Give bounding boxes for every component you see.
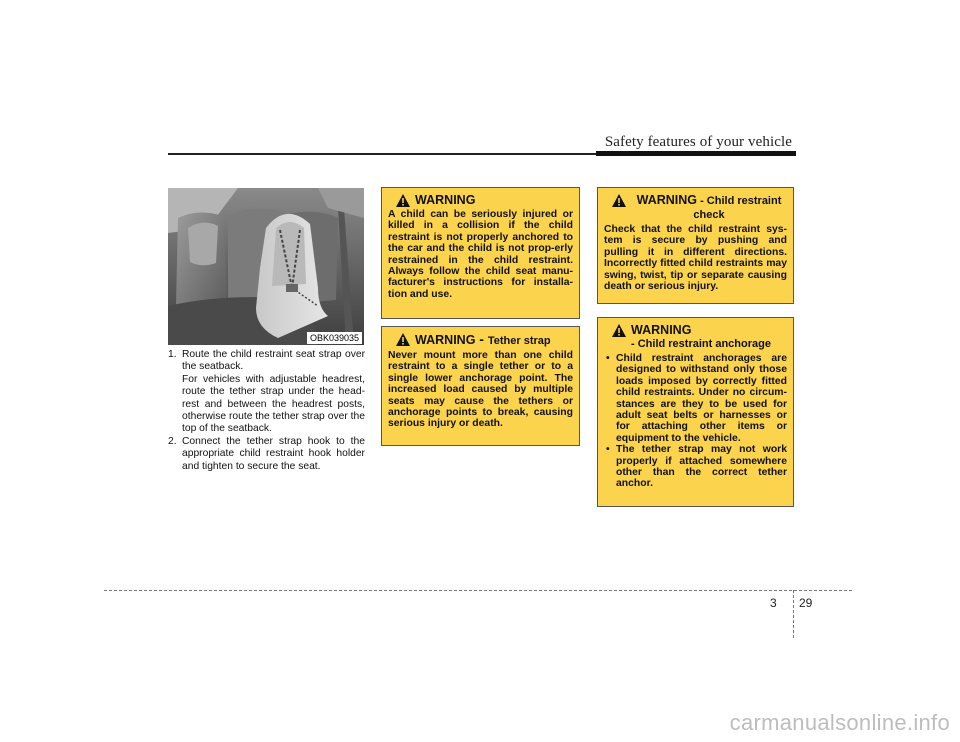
photo-code: OBK039035 bbox=[307, 332, 362, 344]
header-rule-accent bbox=[596, 151, 796, 156]
instruction-steps bbox=[168, 349, 365, 473]
warning-subtitle: Tether strap bbox=[487, 335, 551, 347]
warning-triangle-icon bbox=[612, 324, 626, 337]
warning-box-anchorage bbox=[597, 317, 794, 507]
warning-subtitle: - Child restraint anchorage bbox=[631, 338, 771, 350]
warning-title: WARNING bbox=[415, 193, 476, 207]
child-seat-illustration bbox=[168, 188, 364, 345]
warning-title-dash: - bbox=[475, 331, 488, 347]
step-item bbox=[168, 349, 365, 374]
step-item bbox=[168, 436, 365, 473]
warning-triangle-icon bbox=[396, 194, 410, 207]
warning-text: A child can be seriously injured or killed in a collision if the child restraint is not properly anchored to the car and the child is not prop-erly restrained in the child restraint. Always follow the child seat manu-facturer's instructions for installa-tion and use. bbox=[388, 209, 573, 300]
warning-text: Never mount more than one child restraint to a single tether or to a single lower anchorage point. The increased load caused by multiple seats may cause the tethers or anchorage points to break, causing serious injury or death. bbox=[388, 350, 573, 430]
warning-triangle-icon bbox=[396, 333, 410, 346]
warning-heading bbox=[388, 194, 573, 207]
warning-text: Check that the child restraint sys-tem is secure by pushing and pulling it in different directions. Incorrectly fitted child restraints may swing, twist, tip or separate causing death or serious injury. bbox=[604, 224, 787, 293]
warning-list-item: • Child restraint anchorages are designed to withstand only those loads imposed by correctly fitted child restraints. Under no circum-stances are they to be used for adult seat belts or harnesses or for attaching other items or equipment to the vehicle. bbox=[604, 353, 787, 444]
header-title: Safety features of your vehicle bbox=[604, 134, 792, 150]
warning-box-general bbox=[381, 187, 580, 319]
warning-list bbox=[604, 353, 787, 490]
step-number: 2. bbox=[168, 435, 177, 447]
warning-heading bbox=[604, 194, 787, 222]
warning-heading bbox=[604, 324, 787, 351]
step-number: 1. bbox=[168, 349, 177, 360]
warning-title: WARNING bbox=[415, 333, 476, 347]
warning-box-tether bbox=[381, 326, 580, 446]
warning-title: WARNING bbox=[636, 193, 698, 207]
watermark: carmanualsonline.info bbox=[729, 710, 950, 735]
warning-title: WARNING bbox=[631, 323, 692, 337]
step-text: Connect the tether strap hook to the appropriate child restraint hook holder and tighten to secure the seat. bbox=[182, 435, 365, 472]
step-text: Route the child restraint seat strap over the seatback. bbox=[182, 349, 365, 373]
warning-heading bbox=[388, 333, 573, 348]
warning-subtitle: - Child restraint check bbox=[693, 195, 782, 221]
step-note: For vehicles with adjustable headrest, route the tether strap under the head-rest and between the headrest posts, otherwise route the tether strap over the top of the seatback. bbox=[182, 373, 365, 435]
warning-box-check bbox=[597, 187, 794, 304]
page-number: 29 bbox=[799, 596, 813, 610]
footer-divider bbox=[793, 590, 794, 638]
child-seat-photo bbox=[168, 188, 364, 345]
chapter-number: 3 bbox=[770, 596, 777, 610]
footer-dashed-rule bbox=[104, 590, 852, 591]
warning-list-item: • The tether strap may not work properly if attached somewhere other than the correct tether anchor. bbox=[604, 444, 787, 490]
warning-triangle-icon bbox=[612, 194, 626, 207]
